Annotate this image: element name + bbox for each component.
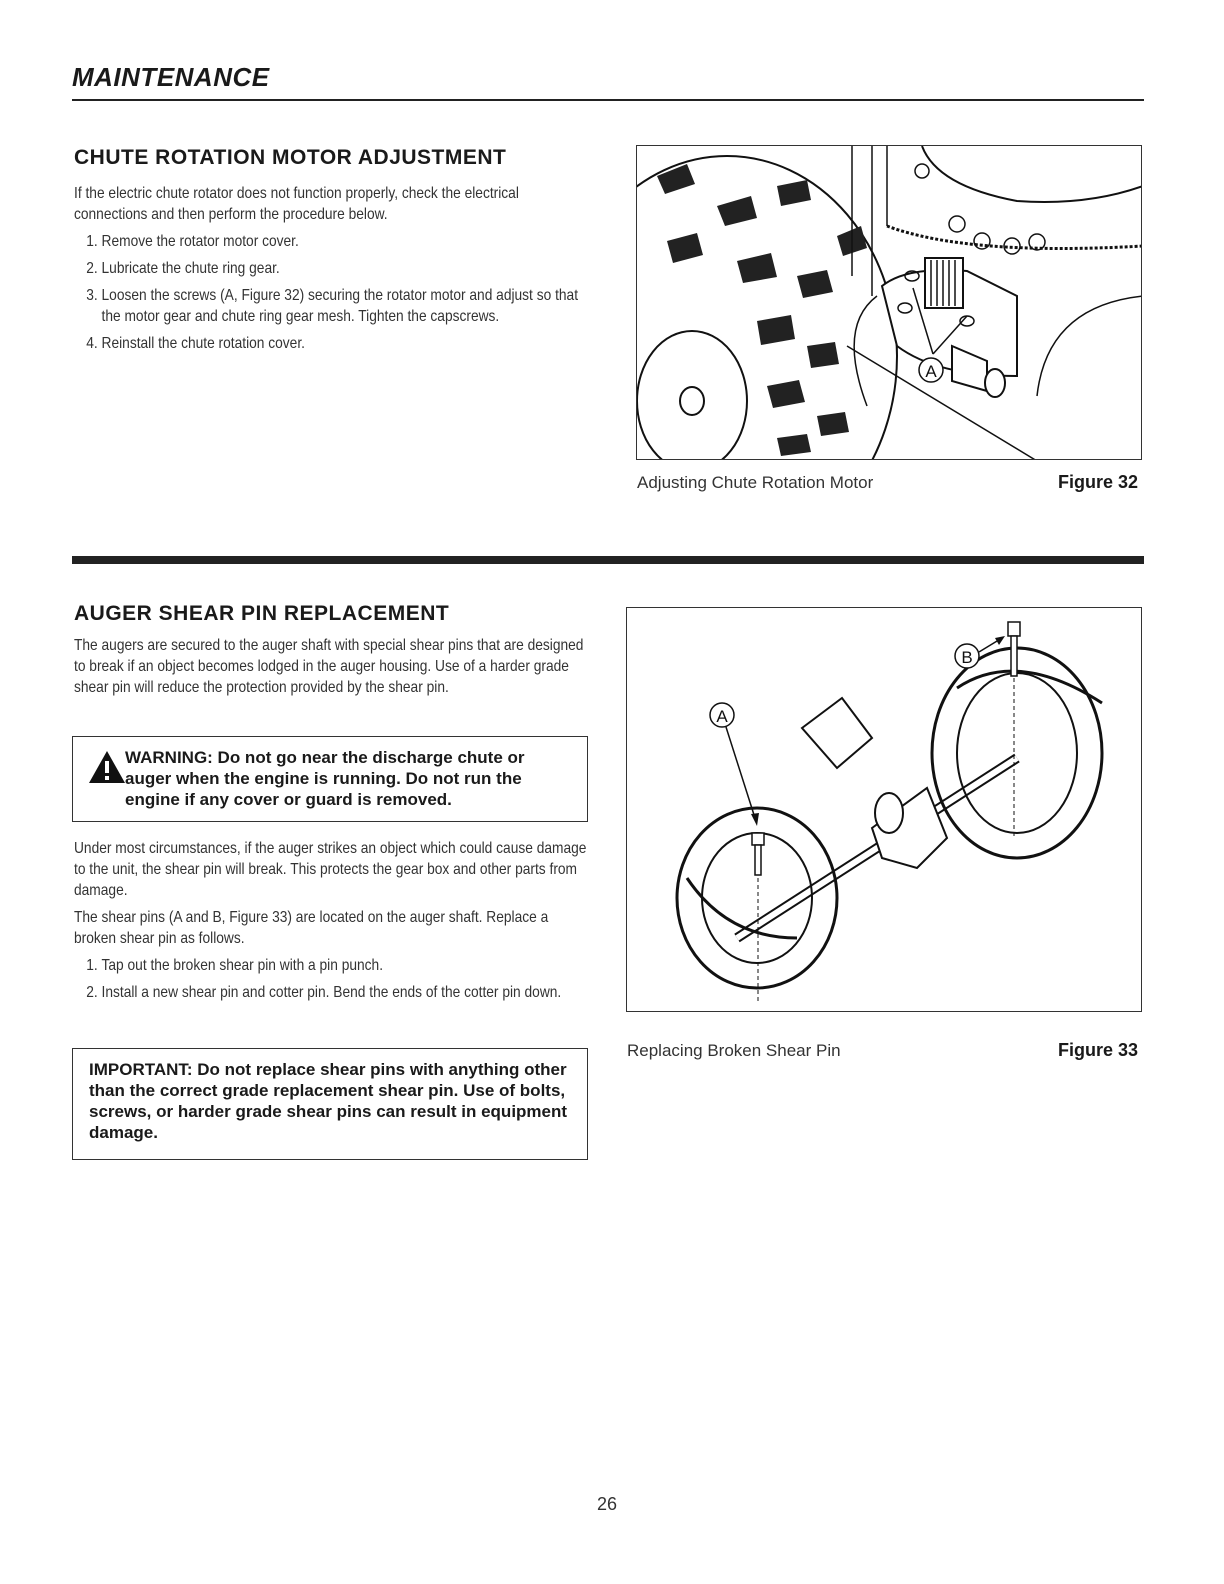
chute-body <box>74 183 590 360</box>
chute-motor-illustration <box>637 146 1142 460</box>
auger-heading: AUGER SHEAR PIN REPLACEMENT <box>74 602 450 625</box>
header-rule <box>72 99 1144 101</box>
auger-body <box>74 838 590 1009</box>
chute-step: 2. Lubricate the chute ring gear. <box>102 258 590 279</box>
chute-steps <box>74 231 590 354</box>
auger-step: 1. Tap out the broken shear pin with a pin punch. <box>102 955 590 976</box>
figure-32-frame <box>636 145 1142 460</box>
auger-para-3: The shear pins (A and B, Figure 33) are located on the auger shaft. Replace a broken shear pin as follows. <box>74 909 549 947</box>
chute-intro: If the electric chute rotator does not function properly, check the electrical connections and then perform the procedure below. <box>74 185 519 223</box>
figure-33-callout-a: A <box>716 707 728 726</box>
figure-33-frame <box>626 607 1142 1012</box>
figure-33-caption: Replacing Broken Shear Pin <box>627 1041 841 1060</box>
important-box <box>72 1048 588 1160</box>
warning-box <box>72 736 588 822</box>
page-header-title: MAINTENANCE <box>72 62 270 92</box>
chute-heading: CHUTE ROTATION MOTOR ADJUSTMENT <box>74 146 507 169</box>
auger-steps <box>74 955 590 1003</box>
figure-32-caption: Adjusting Chute Rotation Motor <box>637 473 874 492</box>
figure-33-label: Figure 33 <box>1057 1040 1138 1060</box>
important-text: IMPORTANT: Do not replace shear pins with anything other than the correct grade replacement shear pin. Use of bolts, screws, or harder grade shear pins can result in equipment damage. <box>89 1060 568 1142</box>
auger-step: 2. Install a new shear pin and cotter pin. Bend the ends of the cotter pin down. <box>102 982 590 1003</box>
chute-step: 4. Reinstall the chute rotation cover. <box>102 333 590 354</box>
auger-para-2: Under most circumstances, if the auger strikes an object which could cause damage to the unit, the shear pin will break. This protects the gear box and other parts from damage. <box>74 840 587 899</box>
figure-32-label: Figure 32 <box>1057 472 1138 492</box>
warning-text: WARNING: Do not go near the discharge chute or auger when the engine is running. Do not run the engine if any cover or guard is removed. <box>125 748 525 809</box>
chute-step: 1. Remove the rotator motor cover. <box>102 231 590 252</box>
figure-33-callout-b: B <box>961 648 973 667</box>
auger-intro: The augers are secured to the auger shaft with special shear pins that are designed to break if an object becomes lodged in the auger housing. Use of a harder grade shear pin will reduce the protection provided by the shear pin. <box>74 637 584 696</box>
section-divider <box>72 556 1144 564</box>
warning-triangle-icon <box>87 749 127 785</box>
page-number: 26 <box>597 1494 618 1514</box>
shear-pin-illustration <box>627 608 1142 1012</box>
figure-32-callout-a: A <box>925 362 937 381</box>
chute-step: 3. Loosen the screws (A, Figure 32) securing the rotator motor and adjust so that the motor gear and chute ring gear mesh. Tighten the capscrews. <box>102 285 590 327</box>
